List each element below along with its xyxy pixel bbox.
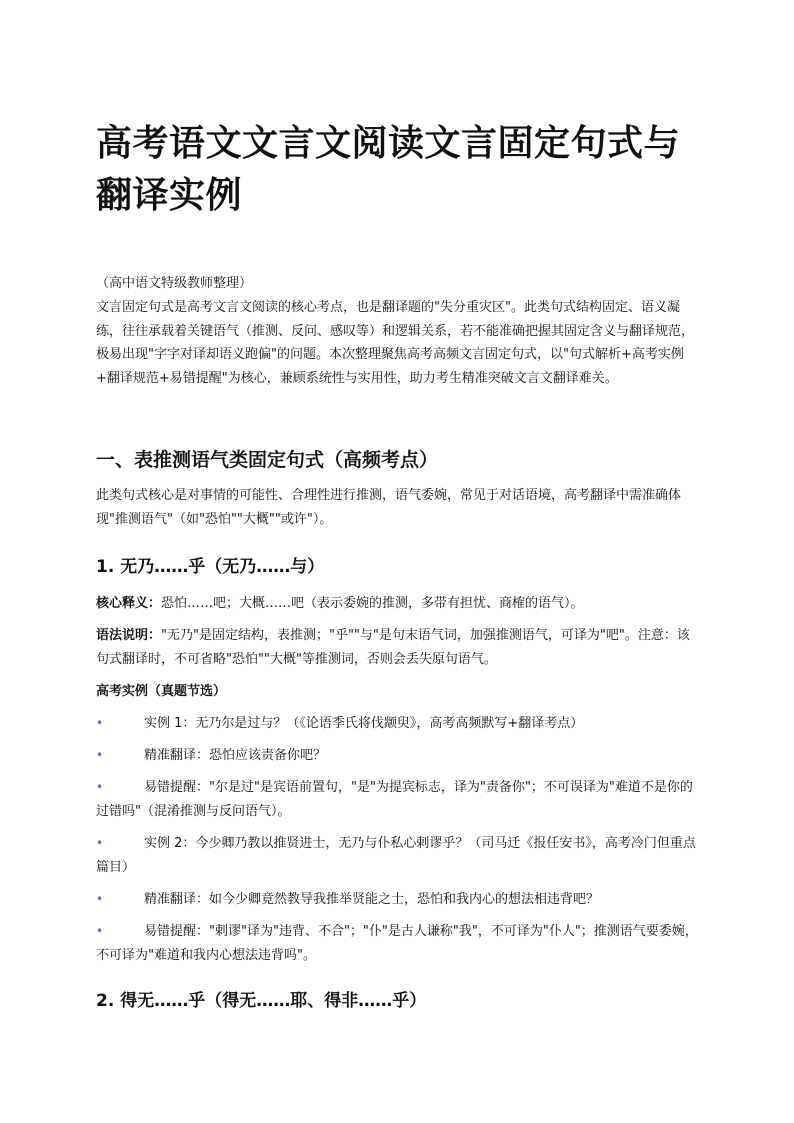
bullet-icon: • [96, 716, 104, 730]
document-title: 高考语文文言文阅读文言固定句式与翻译实例 [96, 123, 681, 216]
list-item-text: 易错提醒："剌谬"译为"违背、不合"；"仆"是古人谦称"我"，不可译为"仆人"；推测语气要委婉，不可译为"难道和我内心想法违背吗"。 [96, 924, 698, 963]
bullet-icon: • [96, 836, 104, 850]
grammar-label: 语法说明： [96, 628, 162, 643]
section-description: 此类句式核心是对事情的可能性、合理性进行推测，语气委婉，常见于对话语境，高考翻译中需准确体现"推测语气"（如"恐怕""大概""或许"）。 [96, 488, 682, 527]
bullet-icon: • [96, 892, 104, 906]
examples-label: 高考实例（真题节选） [96, 684, 227, 699]
author-note: （高中语文特级教师整理） [96, 276, 253, 291]
intro-paragraph: 文言固定句式是高考文言文阅读的核心考点，也是翻译题的"失分重灾区"。此类句式结构固定、语义凝练，往往承载着关键语气（推测、反问、感叹等）和逻辑关系，若不能准确把握其固定含义与翻译规范，极易出现"字字对译却语义跑偏"的问题。本次整理聚焦高考高频文言固定句式，以"句式解析+高考实例+翻译规范+易错提醒"为核心，兼顾系统性与实用性，助力考生精准突破文言文翻译难关。 [96, 300, 695, 386]
subsection-heading: 1. 无乃……乎（无乃……与） [96, 557, 325, 577]
grammar-note [96, 624, 699, 671]
list-item [96, 920, 699, 967]
list-item [96, 832, 699, 879]
list-item-text: 精准翻译：恐怕应该责备你吧？ [144, 748, 327, 763]
core-meaning-label: 核心释义： [96, 596, 162, 611]
core-meaning-text: 恐怕……吧；大概……吧（表示委婉的推测，多带有担忧、商榷的语气）。 [161, 596, 584, 611]
list-item-text: 精准翻译：如今少卿竟然教导我推举贤能之士，恐怕和我内心的想法相违背吧？ [144, 892, 600, 907]
core-meaning [96, 592, 699, 616]
list-item [96, 888, 699, 912]
bullet-icon: • [96, 748, 104, 762]
list-item-text: 实例 1：无乃尔是过与？（《论语季氏将伐颛臾》，高考高频默写+翻译考点） [144, 716, 584, 731]
bullet-icon: • [96, 780, 104, 794]
subsection-heading: 2. 得无……乎（得无……耶、得非……乎） [96, 991, 427, 1011]
list-item-text: 实例 2：今少卿乃教以推贤进士，无乃与仆私心剌谬乎？（司马迁《报任安书》，高考冷门但重点篇目） [96, 836, 696, 875]
list-item-text: 易错提醒："尔是过"是宾语前置句，"是"为提宾标志，译为"责备你"；不可误译为"难道不是你的过错吗"（混淆推测与反问语气）。 [96, 780, 693, 819]
list-item [96, 744, 699, 768]
grammar-text: "无乃"是固定结构，表推测；"乎""与"是句末语气词，加强推测语气，可译为"吧"。注意：该句式翻译时，不可省略"恐怕""大概"等推测词，否则会丢失原句语气。 [96, 628, 690, 667]
section-heading: 一、表推测语气类固定句式（高频考点） [96, 449, 439, 471]
list-item [96, 776, 699, 823]
bullet-icon: • [96, 924, 104, 938]
list-item [96, 712, 699, 736]
